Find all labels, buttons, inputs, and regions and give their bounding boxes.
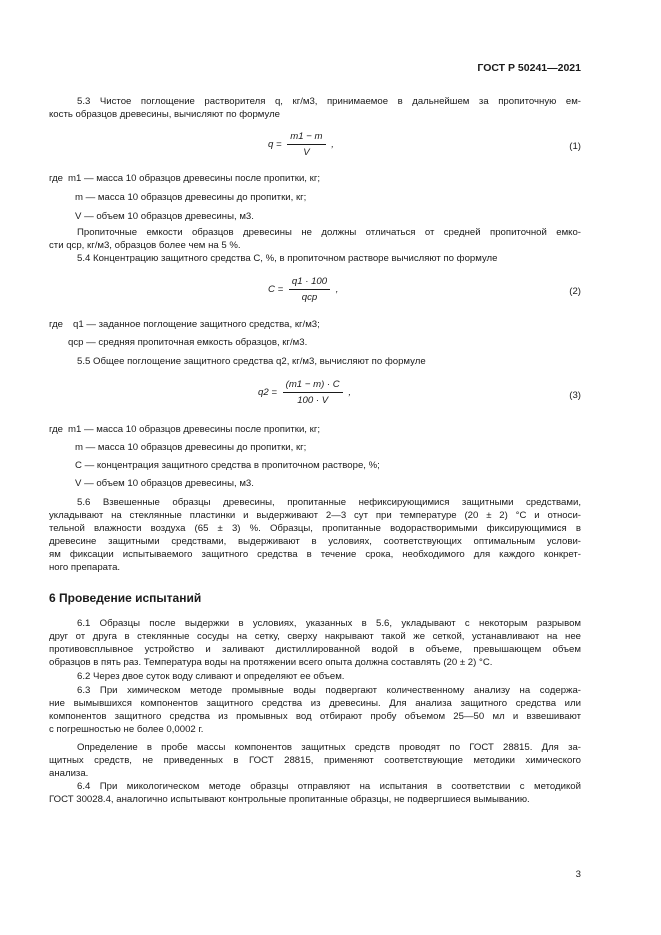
paragraph-5-3 xyxy=(49,95,581,121)
formula-tail: , xyxy=(335,284,339,296)
definition-line: m — масса 10 образцов древесины до пропитки, кг; xyxy=(75,192,307,203)
section-heading: 6 Проведение испытаний xyxy=(49,591,202,605)
text-line: 5.4 Концентрацию защитного средства C, %, в пропиточном растворе вычисляют по формуле xyxy=(77,253,498,264)
text-line: кость образцов древесины, вычисляют по формуле xyxy=(49,109,281,120)
formula-lhs: q2 = xyxy=(258,387,277,399)
paragraph-6-1 xyxy=(49,617,581,669)
formula-lhs: q = xyxy=(268,139,282,151)
definition-line: V — объем 10 образцов древесины, м3. xyxy=(75,478,254,489)
text-line: ного препарата. xyxy=(49,562,121,573)
equation-number: (1) xyxy=(569,141,581,152)
text-line: Пропиточные емкости образцов древесины не должны отличаться от средней пропиточной емко- xyxy=(77,227,581,238)
denominator: qср xyxy=(301,292,318,303)
text-line: 5.5 Общее поглощение защитного средства q2, кг/м3, вычисляют по формуле xyxy=(77,356,426,367)
formula-lhs: C = xyxy=(268,284,284,296)
definition-line: C — концентрация защитного средства в пропиточном растворе, %; xyxy=(75,460,380,471)
text-line: образцов в пять раз. Температура воды на протяжении всего опыта должна составлять (20 ± 2) °С. xyxy=(49,657,493,668)
formula-tail: , xyxy=(331,139,334,151)
text-line: ние вымывшихся компонентов защитного средства из древесины. Для анализа защитного средства или xyxy=(49,698,581,709)
text-line: противовсплывное устройство и заливают дистиллированной водой в объеме, превышающем объем xyxy=(49,644,581,655)
fraction xyxy=(287,130,325,159)
paragraph-difference xyxy=(49,226,581,252)
text-line: 5.3 Чистое поглощение растворителя q, кг/м3, принимаемое в дальнейшем за пропиточную ем- xyxy=(77,96,581,107)
document-header: ГОСТ Р 50241—2021 xyxy=(477,62,581,74)
formula-3 xyxy=(258,378,351,407)
paragraph-5-4 xyxy=(49,252,581,265)
definition-line: m1 — масса 10 образцов древесины после пропитки, кг; xyxy=(68,173,320,184)
text-line: ГОСТ 30028.4, аналогично испытывают контрольные пропитанные образцы, не подвергшиеся вымыванию. xyxy=(49,794,530,805)
text-line: с погрешностью не более 0,0002 г. xyxy=(49,724,204,735)
text-line: анализа. xyxy=(49,768,89,779)
text-line: 6.1 Образцы после выдержки в условиях, указанных в 5.6, укладывают с некоторым разрывом xyxy=(77,618,581,629)
definition-line: m — масса 10 образцов древесины до пропитки, кг; xyxy=(75,442,307,453)
fraction xyxy=(289,275,330,304)
text-line: Определение в пробе массы компонентов защитных средств проводят по ГОСТ 28815. Для за- xyxy=(77,742,581,753)
formula-2 xyxy=(268,275,338,304)
text-line: 6.4 При микологическом методе образцы отправляют на испытания в соответствии с методикой xyxy=(77,781,581,792)
where-label: где xyxy=(49,319,64,330)
denominator: V xyxy=(303,147,310,158)
denominator: 100 · V xyxy=(297,395,329,406)
text-line: тельной влажности воздуха (65 ± 3) %. Образцы, пропитанные водорастворимыми фиксирующимися в xyxy=(49,523,581,534)
text-line: древесине защитными средствами, выдерживают в условиях, соответствующих оптимальным услови- xyxy=(49,536,581,547)
numerator: m1 − m xyxy=(287,130,325,145)
definition-line: qср — средняя пропиточная емкость образцов, кг/м3. xyxy=(68,337,308,348)
paragraph-6-4 xyxy=(49,780,581,806)
text-line: укладывают на стеклянные пластинки и выдерживают 2—3 сут при температуре (20 ± 2) °С и относи- xyxy=(49,510,581,521)
text-line: сти qср, кг/м3, образцов более чем на 5 %. xyxy=(49,240,241,251)
numerator: q1 · 100 xyxy=(289,275,330,290)
text-line: 5.6 Взвешенные образцы древесины, пропитанные нефиксирующимися защитными средствами, xyxy=(77,497,581,508)
where-label: где xyxy=(49,173,64,184)
definition-line: m1 — масса 10 образцов древесины после пропитки, кг; xyxy=(68,424,320,435)
definition-line: V — объем 10 образцов древесины, м3. xyxy=(75,211,254,222)
paragraph-5-6 xyxy=(49,496,581,574)
page-number: 3 xyxy=(575,869,581,880)
text-line: 6.3 При химическом методе промывные воды подвергают количественному анализу на содержа- xyxy=(77,685,581,696)
definition-line: q1 — заданное поглощение защитного средства, кг/м3; xyxy=(73,319,320,330)
where-label: где xyxy=(49,424,64,435)
equation-number: (3) xyxy=(569,390,581,401)
text-line: ям фиксации испытываемого защитного средства в течение срока, необходимого для каждого конкрет- xyxy=(49,549,581,560)
fraction xyxy=(283,378,343,407)
paragraph-6-3 xyxy=(49,684,581,736)
text-line: компонентов защитного средства из промывных вод отбирают пробу объемом 25—50 мл и взвешивают xyxy=(49,711,581,722)
text-line: друг от друга в стеклянные сосуды на сетку, сверху накрывают такой же сеткой, устанавливают на нее xyxy=(49,631,581,642)
formula-1 xyxy=(268,130,334,159)
equation-number: (2) xyxy=(569,286,581,297)
paragraph-6-2 xyxy=(49,670,581,683)
paragraph-5-5 xyxy=(49,355,581,368)
numerator: (m1 − m) · C xyxy=(283,378,343,393)
text-line: 6.2 Через двое суток воду сливают и определяют ее объем. xyxy=(77,671,345,682)
formula-tail: , xyxy=(348,387,352,399)
paragraph-definition xyxy=(49,741,581,780)
text-line: щитных средств, не приведенных в ГОСТ 28815, применяют соответствующие методики химического xyxy=(49,755,581,766)
